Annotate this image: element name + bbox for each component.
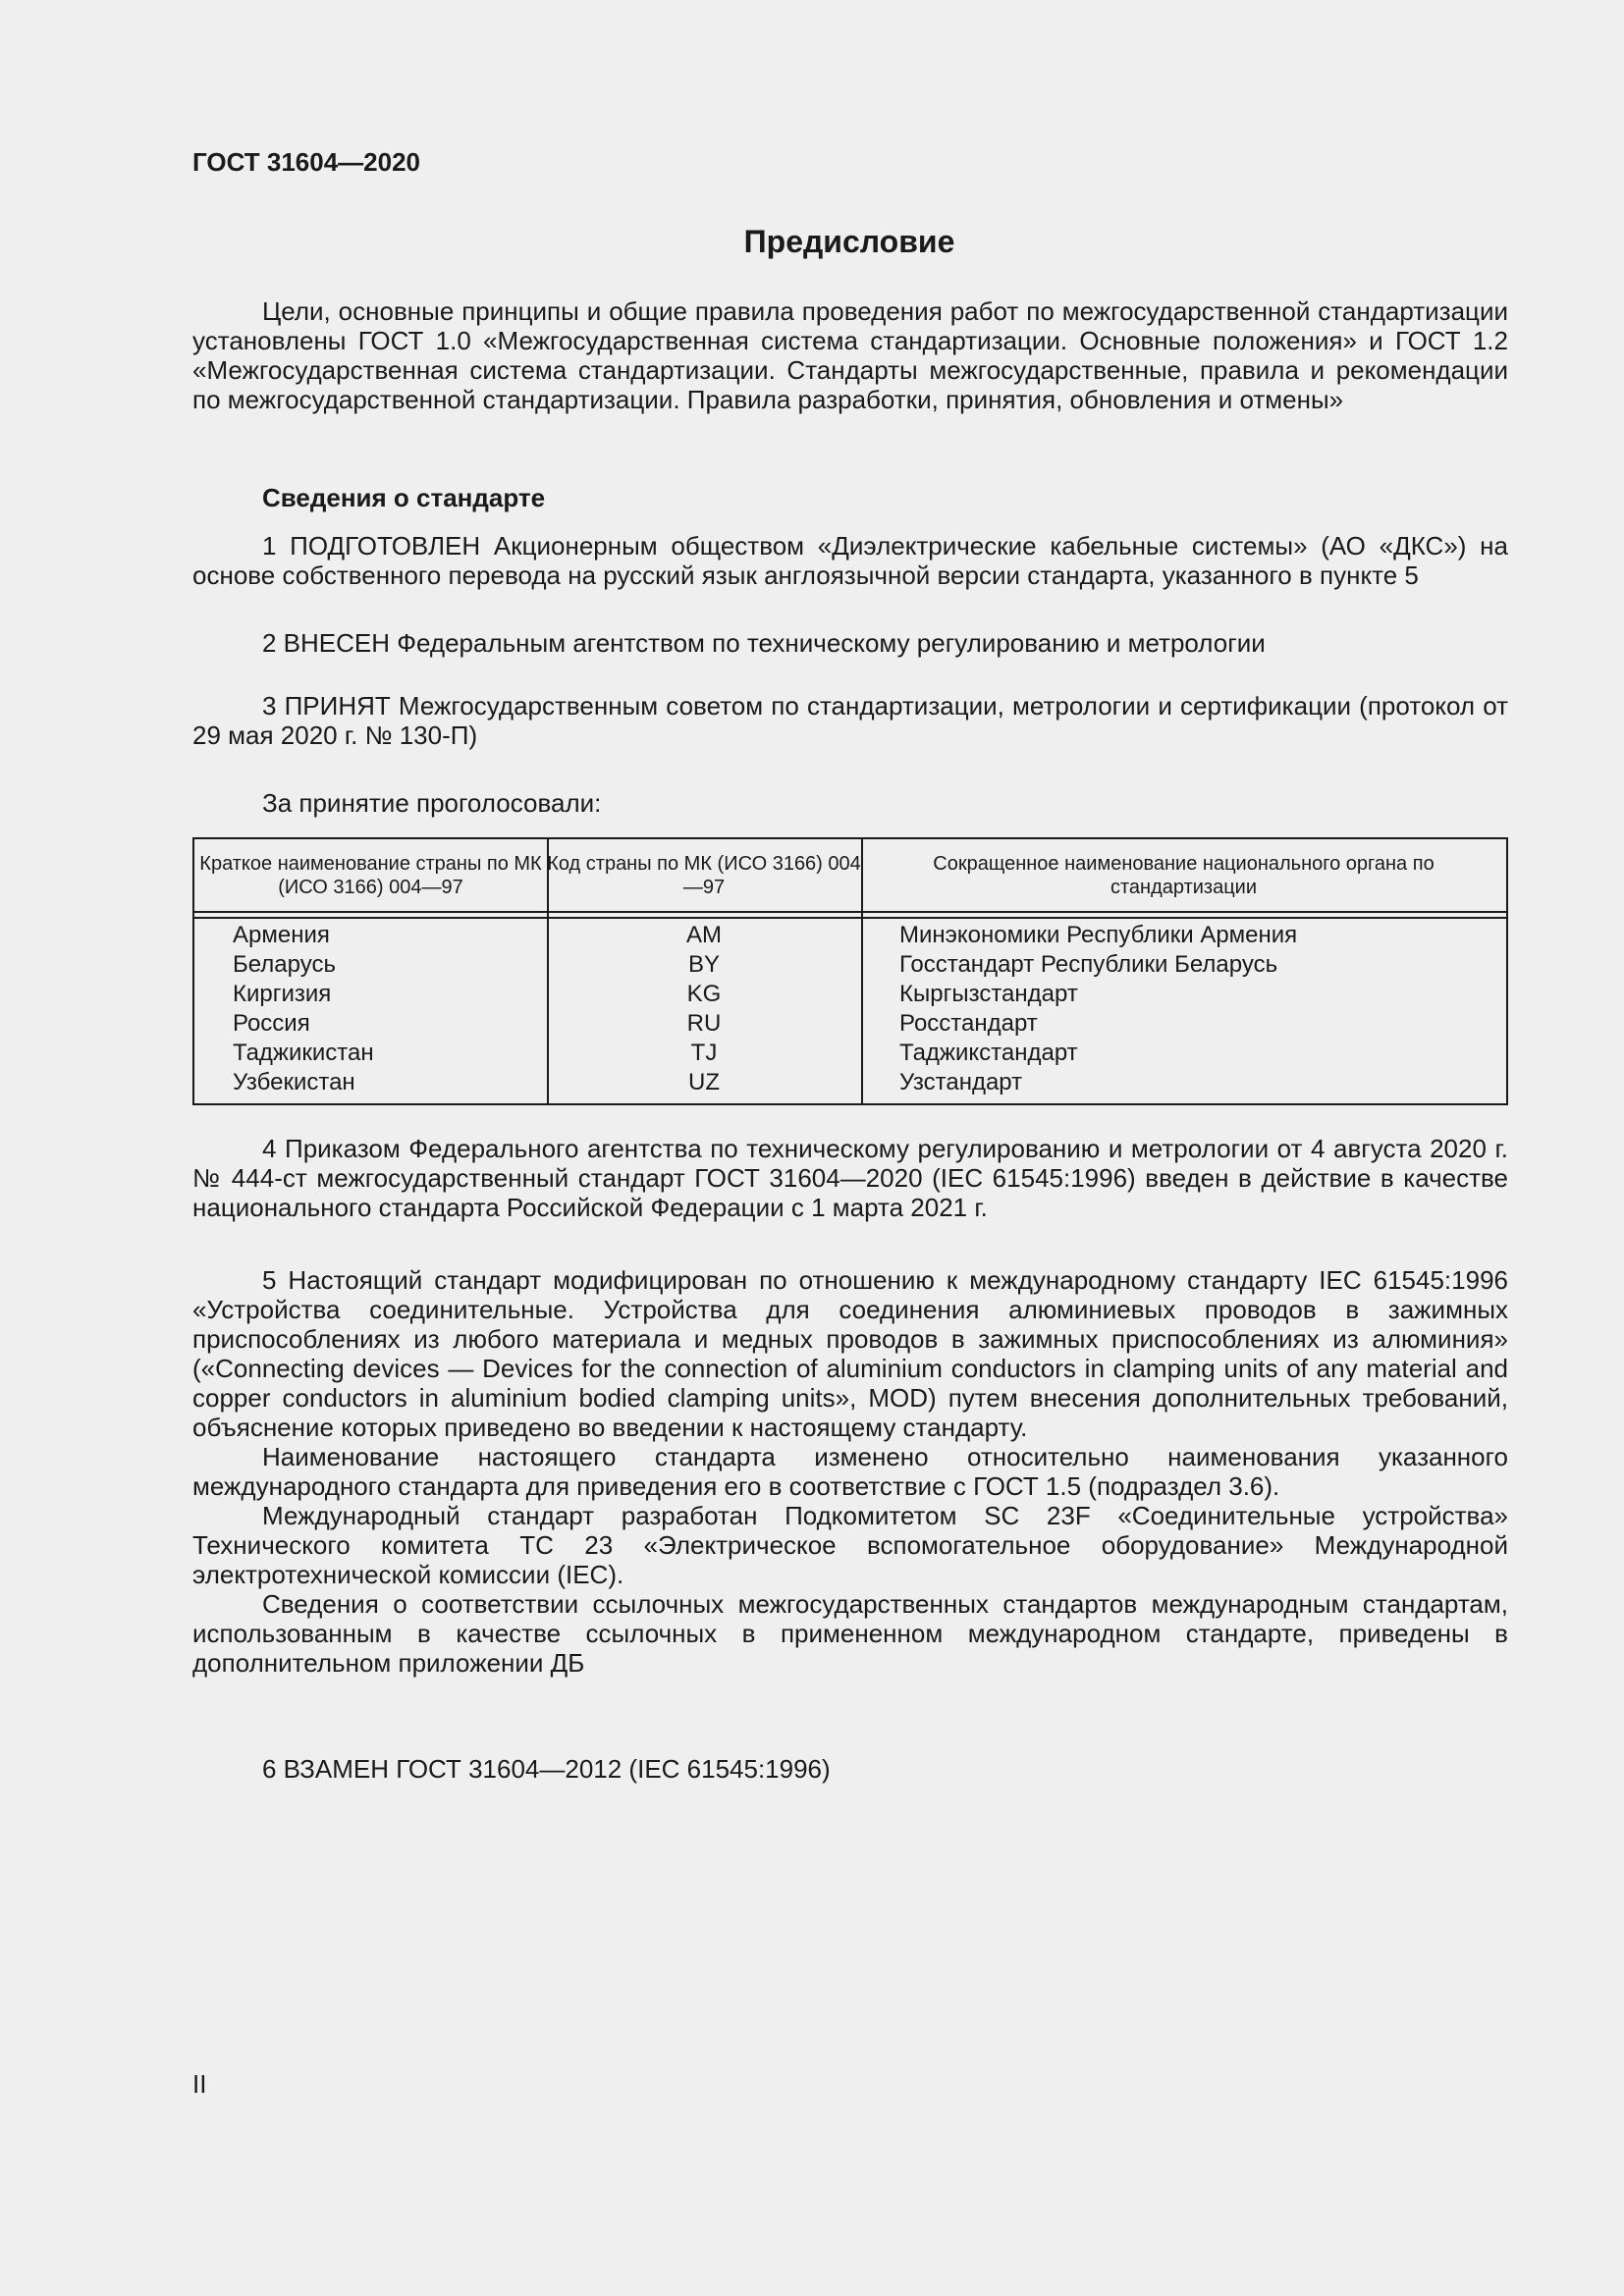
cell-body: Росстандарт: [899, 1010, 1038, 1037]
header-rule-double: [194, 917, 1506, 919]
intro-paragraph: [192, 296, 1508, 414]
cell-country: Узбекистан: [233, 1069, 355, 1095]
table-row: [194, 1039, 1506, 1068]
item-3-text: 3 ПРИНЯТ Межгосударственным советом по стандартизации, метрологии и сертификации (протокол от 29 мая 2020 г. № 130-П): [192, 691, 1508, 750]
item-1: [192, 531, 1508, 590]
table-row: [194, 921, 1506, 950]
item-5-developer: Международный стандарт разработан Подкомитетом SC 23F «Соединительные устройства» Технического комитета TC 23 «Электрическое вспомогательное оборудование» Международной электротехнической комиссии (IEC).: [192, 1501, 1508, 1589]
page-number: II: [192, 2069, 207, 2099]
header-country-name: Краткое наименование страны по МК (ИСО 3166) 004—97: [199, 852, 542, 898]
item-6: [192, 1754, 1508, 1784]
header-rule: [194, 911, 1506, 913]
item-6-text: 6 ВЗАМЕН ГОСТ 31604—2012 (IEC 61545:1996): [262, 1754, 831, 1784]
item-1-text: 1 ПОДГОТОВЛЕН Акционерным обществом «Диэлектрические кабельные системы» (АО «ДКС») на основе собственного перевода на русский язык англоязычной версии стандарта, указанного в пункте 5: [192, 531, 1508, 590]
header-national-body: Сокращенное наименование национального органа по стандартизации: [933, 852, 1435, 898]
table-row: [194, 1009, 1506, 1039]
table-header: [194, 839, 1506, 911]
cell-body: Минэкономики Республики Армения: [899, 922, 1298, 948]
item-3: [192, 691, 1508, 750]
cell-code: AM: [686, 922, 722, 948]
item-4: [192, 1134, 1508, 1222]
document-code: ГОСТ 31604—2020: [192, 147, 420, 177]
cell-country: Таджикистан: [233, 1040, 374, 1066]
item-5: [192, 1265, 1508, 1678]
cell-code: TJ: [690, 1040, 718, 1066]
item-5-name-change: Наименование настоящего стандарта изменено относительно наименования указанного международного стандарта для приведения его в соответствие с ГОСТ 1.5 (подраздел 3.6).: [192, 1442, 1508, 1501]
item-2: [192, 628, 1508, 658]
item-5-references: Сведения о соответствии ссылочных межгосударственных стандартов международным стандартам, использованным в качестве ссылочных в примененном международном стандарте, приведены в дополнительном приложении ДБ: [192, 1589, 1508, 1678]
item-4-text: 4 Приказом Федерального агентства по техническому регулированию и метрологии от 4 августа 2020 г. № 444-ст межгосударственный стандарт ГОСТ 31604—2020 (IEC 61545:1996) введен в действие в качестве национального стандарта Российской Федерации с 1 марта 2021 г.: [192, 1134, 1508, 1222]
voted-label: [192, 788, 1508, 818]
item-5-text: 5 Настоящий стандарт модифицирован по отношению к международному стандарту IEC 61545:1996 «Устройства соединительные. Устройства для соединения алюминиевых проводов в зажимных приспособлениях из любого материала и медных проводов в зажимных приспособлениях из алюминия» («Connecting devices — Devices for the connection of aluminium conductors in clamping units of any material and copper conductors in aluminium bodied clamping units», MOD) путем внесения дополнительных требований, объяснение которых приведено во введении к настоящему стандарту.: [192, 1265, 1508, 1442]
section-heading: Сведения о стандарте: [262, 483, 546, 512]
cell-code: KG: [686, 981, 722, 1007]
voters-table: [192, 837, 1508, 1105]
cell-code: BY: [687, 951, 720, 978]
cell-body: Таджикстандарт: [899, 1040, 1078, 1066]
cell-country: Беларусь: [233, 951, 336, 978]
cell-code: UZ: [688, 1069, 720, 1095]
cell-body: Госстандарт Республики Беларусь: [899, 951, 1278, 978]
cell-country: Россия: [233, 1010, 310, 1037]
cell-body: Узстандарт: [899, 1069, 1023, 1095]
table-row: [194, 980, 1506, 1009]
item-2-text: 2 ВНЕСЕН Федеральным агентством по техническому регулированию и метрологии: [262, 628, 1266, 658]
page-title: Предисловие: [743, 224, 955, 259]
voted-text: За принятие проголосовали:: [262, 788, 602, 818]
table-row: [194, 950, 1506, 980]
cell-body: Кыргызстандарт: [899, 981, 1078, 1007]
table-body: [194, 921, 1506, 1097]
cell-country: Армения: [233, 922, 330, 948]
intro-text: Цели, основные принципы и общие правила проведения работ по межгосударственной стандартизации установлены ГОСТ 1.0 «Межгосударственная система стандартизации. Основные положения» и ГОСТ 1.2 «Межгосударственная система стандартизации. Стандарты межгосударственные, правила и рекомендации по межгосударственной стандартизации. Правила разработки, принятия, обновления и отмены»: [192, 296, 1508, 414]
table-row: [194, 1068, 1506, 1097]
cell-country: Киргизия: [233, 981, 332, 1007]
header-country-code: Код страны по МК (ИСО 3166) 004—97: [547, 852, 861, 898]
cell-code: RU: [686, 1010, 722, 1037]
